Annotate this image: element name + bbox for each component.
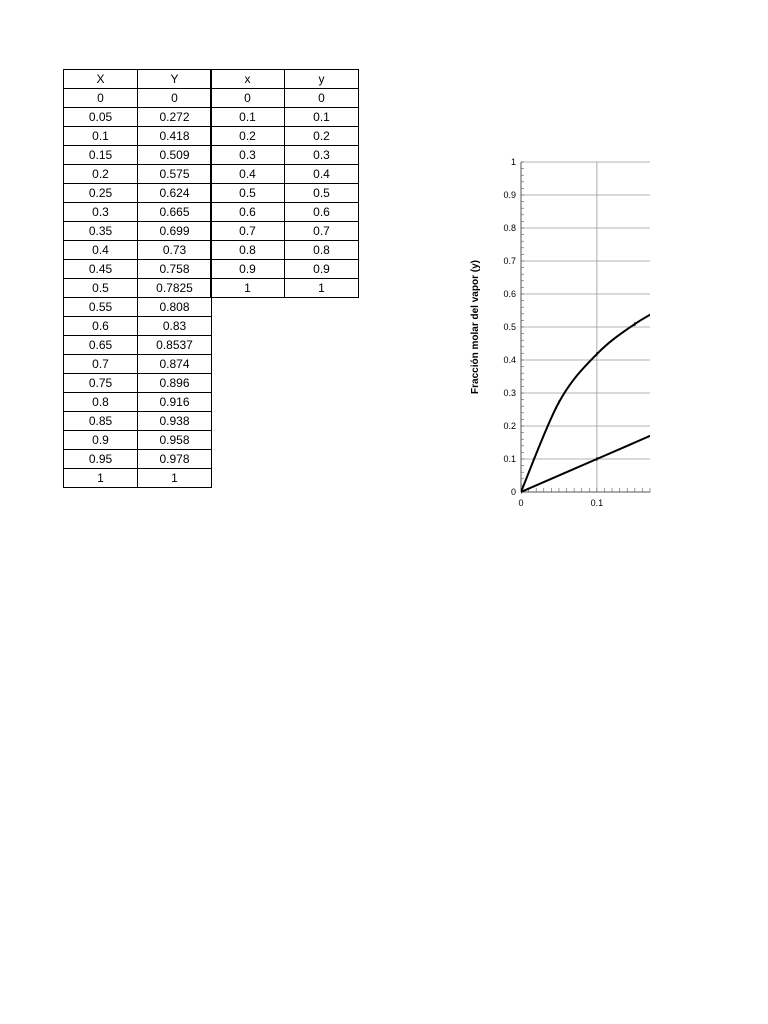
equilibrium-chart bbox=[460, 150, 660, 520]
table-cell: 0.8 bbox=[285, 241, 359, 260]
y-tick-label: 0.6 bbox=[503, 289, 516, 299]
table-cell: 0.758 bbox=[138, 260, 212, 279]
table-cell: 0.83 bbox=[138, 317, 212, 336]
table-row bbox=[64, 469, 212, 488]
table-cell: 0.9 bbox=[285, 260, 359, 279]
table-cell: 0.55 bbox=[64, 298, 138, 317]
table-cell: 0.1 bbox=[64, 127, 138, 146]
table-cell: 0.73 bbox=[138, 241, 212, 260]
table-cell: 0 bbox=[211, 89, 285, 108]
table-row bbox=[64, 203, 212, 222]
table-row bbox=[211, 146, 359, 165]
table-header-row bbox=[64, 70, 212, 89]
table-cell: 0.896 bbox=[138, 374, 212, 393]
table-row bbox=[211, 222, 359, 241]
table-cell: 0.938 bbox=[138, 412, 212, 431]
table-row bbox=[211, 260, 359, 279]
table-cell: 0.699 bbox=[138, 222, 212, 241]
table-cell: 1 bbox=[285, 279, 359, 298]
table-cell: 0.95 bbox=[64, 450, 138, 469]
table-cell: 0.418 bbox=[138, 127, 212, 146]
table-row bbox=[64, 222, 212, 241]
table-cell: 0.3 bbox=[285, 146, 359, 165]
table-cell: 0.624 bbox=[138, 184, 212, 203]
table-cell: 0.8 bbox=[64, 393, 138, 412]
table-cell: 0.4 bbox=[285, 165, 359, 184]
table-row bbox=[64, 374, 212, 393]
table-row bbox=[64, 317, 212, 336]
table-cell: 0.916 bbox=[138, 393, 212, 412]
table-cell: 0.1 bbox=[285, 108, 359, 127]
table-cell: 0.978 bbox=[138, 450, 212, 469]
table-cell: 1 bbox=[211, 279, 285, 298]
table-cell: 0.6 bbox=[64, 317, 138, 336]
table-row bbox=[64, 336, 212, 355]
table-row bbox=[211, 241, 359, 260]
table-cell: 0.85 bbox=[64, 412, 138, 431]
table-cell: 0.874 bbox=[138, 355, 212, 374]
table-row bbox=[64, 260, 212, 279]
table-row bbox=[211, 127, 359, 146]
table-row bbox=[64, 431, 212, 450]
table-row bbox=[211, 184, 359, 203]
y-tick-label: 0.7 bbox=[503, 256, 516, 266]
table-cell: 0.2 bbox=[64, 165, 138, 184]
table-row bbox=[64, 146, 212, 165]
y-tick-label: 0.3 bbox=[503, 388, 516, 398]
table-cell: 0.958 bbox=[138, 431, 212, 450]
y-tick-label: 0.2 bbox=[503, 421, 516, 431]
table-cell: 0.575 bbox=[138, 165, 212, 184]
table-row bbox=[64, 412, 212, 431]
table-header-row bbox=[211, 70, 359, 89]
column-header: X bbox=[64, 70, 138, 89]
table-cell: 0.05 bbox=[64, 108, 138, 127]
table-cell: 0.5 bbox=[285, 184, 359, 203]
table-cell: 0.2 bbox=[285, 127, 359, 146]
y-tick-label: 0 bbox=[510, 487, 516, 497]
x-tick-label: 0 bbox=[518, 498, 524, 508]
table-cell: 0.665 bbox=[138, 203, 212, 222]
table-cell: 0.808 bbox=[138, 298, 212, 317]
table-cell: 0.15 bbox=[64, 146, 138, 165]
table-cell: 0 bbox=[285, 89, 359, 108]
column-header: y bbox=[285, 70, 359, 89]
table-cell: 0.5 bbox=[64, 279, 138, 298]
y-tick-label: 0.4 bbox=[503, 355, 516, 365]
y-tick-label: 0.9 bbox=[503, 190, 516, 200]
table-cell: 0.5 bbox=[211, 184, 285, 203]
table-cell: 0.9 bbox=[211, 260, 285, 279]
table-row bbox=[64, 108, 212, 127]
table-cell: 0 bbox=[138, 89, 212, 108]
table-cell: 0.75 bbox=[64, 374, 138, 393]
table-row bbox=[64, 127, 212, 146]
chart-series bbox=[521, 300, 660, 494]
table-cell: 0.1 bbox=[211, 108, 285, 127]
column-header: Y bbox=[138, 70, 212, 89]
y-tick-label: 0.8 bbox=[503, 223, 516, 233]
table-row bbox=[64, 355, 212, 374]
table-cell: 0.4 bbox=[211, 165, 285, 184]
table-row bbox=[211, 279, 359, 298]
table-cell: 0.25 bbox=[64, 184, 138, 203]
table-cell: 0.6 bbox=[285, 203, 359, 222]
table-cell: 0.7 bbox=[285, 222, 359, 241]
table-cell: 0.65 bbox=[64, 336, 138, 355]
table-cell: 1 bbox=[64, 469, 138, 488]
table-row bbox=[64, 450, 212, 469]
table-cell: 0.9 bbox=[64, 431, 138, 450]
y-tick-label: 0.1 bbox=[503, 454, 516, 464]
table-cell: 0.3 bbox=[64, 203, 138, 222]
table-row bbox=[64, 393, 212, 412]
table-row bbox=[211, 108, 359, 127]
chart-tick-labels bbox=[503, 157, 603, 508]
table-row bbox=[64, 165, 212, 184]
table-cell: 0.7 bbox=[211, 222, 285, 241]
table-row bbox=[64, 279, 212, 298]
table-row bbox=[211, 203, 359, 222]
equilibrium-table bbox=[63, 69, 212, 488]
table-row bbox=[64, 184, 212, 203]
table-cell: 0.509 bbox=[138, 146, 212, 165]
table-row bbox=[64, 89, 212, 108]
table-row bbox=[211, 89, 359, 108]
y-tick-label: 1 bbox=[510, 157, 516, 167]
table-cell: 0.6 bbox=[211, 203, 285, 222]
table-row bbox=[64, 241, 212, 260]
x-tick-label: 0.1 bbox=[590, 498, 604, 508]
table-cell: 0.2 bbox=[211, 127, 285, 146]
table-cell: 0.8537 bbox=[138, 336, 212, 355]
table-cell: 0.272 bbox=[138, 108, 212, 127]
table-cell: 0.7825 bbox=[138, 279, 212, 298]
table-cell: 0.4 bbox=[64, 241, 138, 260]
table-cell: 0.7 bbox=[64, 355, 138, 374]
table-cell: 1 bbox=[138, 469, 212, 488]
table-row bbox=[64, 298, 212, 317]
table-cell: 0 bbox=[64, 89, 138, 108]
table-cell: 0.35 bbox=[64, 222, 138, 241]
diagonal-table bbox=[210, 69, 359, 298]
table-cell: 0.3 bbox=[211, 146, 285, 165]
column-header: x bbox=[211, 70, 285, 89]
table-cell: 0.45 bbox=[64, 260, 138, 279]
table-row bbox=[211, 165, 359, 184]
equilibrium-curve bbox=[521, 302, 660, 492]
y-axis-label: Fracción molar del vapor (y) bbox=[470, 260, 481, 394]
y-tick-label: 0.5 bbox=[503, 322, 516, 332]
table-cell: 0.8 bbox=[211, 241, 285, 260]
